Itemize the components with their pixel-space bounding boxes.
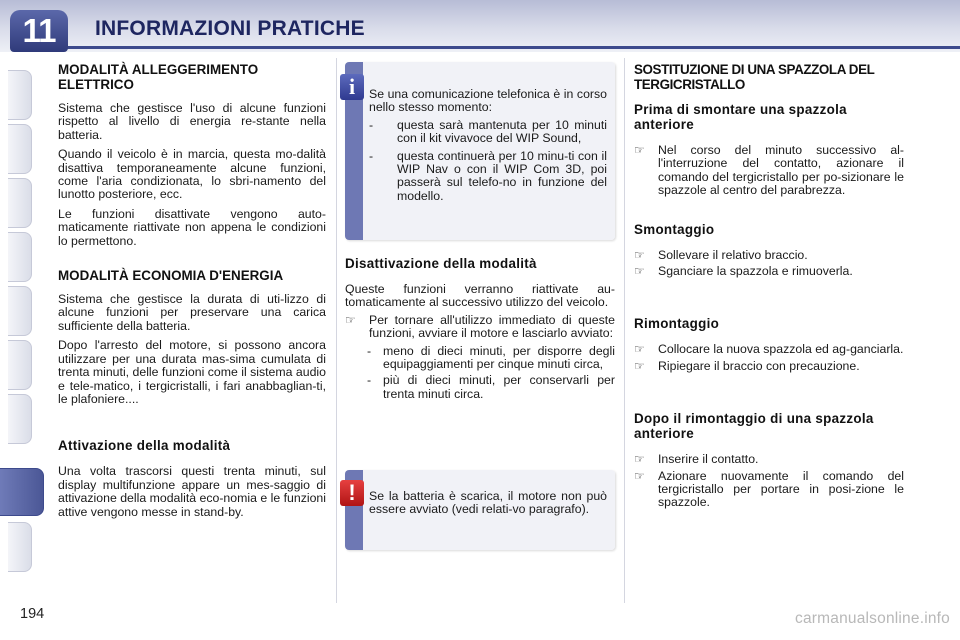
note-dash-text: questa sarà mantenuta per 10 minuti con il kit vivavoce del WIP Sound, [397,117,607,146]
note-dash-item [369,119,607,146]
subsection-title: Smontaggio [634,221,715,237]
paragraph: Dopo l'arresto del motore, si possono ancora utilizzare per una durata mas-sima cumulata di trenta minuti, delle funzioni come il sistema audio e tele-matico, i tergicristalli, i fari anabbaglian-ti, le plafoniere.... [58,338,326,406]
middle-column [345,256,615,401]
paragraph: Una volta trascorsi questi trenta minuti, sul display multifunzione appare un mes-saggio di attivazione della modalità eco-nomia e le funzioni attive vengono messe in stand-by. [58,464,326,519]
dash-item [345,345,615,372]
bullet-text: Ripiegare il braccio con precauzione. [658,358,860,373]
subsection-title: Disattivazione della modalità [345,256,537,271]
dash-item [345,374,615,401]
pointing-hand-icon: ☞ [634,264,645,279]
column-divider [624,58,625,603]
side-tab-4[interactable] [8,232,32,282]
page-number: 194 [20,606,45,622]
bullet-item [345,314,615,341]
pointing-hand-icon: ☞ [345,312,356,327]
pointing-hand-icon: ☞ [634,143,645,157]
warning-note [345,470,615,550]
bullet-text: Per tornare all'utilizzo immediato di queste funzioni, avviare il motore e lasciarlo avviato: [369,312,615,341]
bullet-text: Sganciare la spazzola e rimuoverla. [658,264,853,279]
left-column [58,62,326,519]
watermark: carmanualsonline.info [795,610,950,627]
info-icon: i [340,74,364,100]
bullet-item [634,265,904,278]
note-text: Se una comunicazione telefonica è in corso nello stesso momento: [369,87,607,115]
pointing-hand-icon: ☞ [634,247,645,262]
bullet-text: Azionare nuovamente il comando del tergicristallo per portare in posi-zione le spazzole. [658,468,904,510]
dash-marker: - [369,117,374,132]
bullet-text: Inserire il contatto. [658,452,759,467]
paragraph: Queste funzioni verranno riattivate au-tomaticamente al successivo utilizzo del veicolo. [345,282,615,310]
warning-icon: ! [340,480,364,506]
note-dash-item [369,150,607,204]
pointing-hand-icon: ☞ [634,468,645,483]
right-column [634,62,904,510]
bullet-text: Collocare la nuova spazzola ed ag-ganciarla. [658,342,904,357]
bullet-text: Sollevare il relativo braccio. [658,247,808,262]
bullet-item [634,360,904,373]
bullet-item [634,144,904,198]
paragraph: Le funzioni disattivate vengono auto-maticamente riattivate non appena le condizioni lo permettono. [58,206,326,248]
side-tab-6[interactable] [8,340,32,390]
bullet-text: Nel corso del minuto successivo al-l'interruzione del contatto, azionare il comando del tergicristallo per po-sizionare le spazzole al centro del parabrezza. [658,143,904,198]
side-tab-1[interactable] [8,70,32,120]
subsection-title: Attivazione della modalità [58,438,231,454]
dash-text: più di dieci minuti, per conservarli per trenta minuti circa. [383,373,615,401]
side-tab-9[interactable] [8,522,32,572]
note-dash-text: questa continuerà per 10 minu-ti con il WIP Nav o con il WIP Com 3D, poi passerà sul telefo-no in funzione del modello. [397,148,607,203]
section-title: SOSTITUZIONE DI UNA SPAZZOLA DEL TERGICRISTALLO [634,62,875,92]
header-rule [60,46,960,49]
pointing-hand-icon: ☞ [634,342,645,357]
paragraph: Sistema che gestisce la durata di uti-lizzo di alcune funzioni per preservare una carica sufficiente della batteria. [58,292,326,333]
bullet-item [634,453,904,466]
side-tab-active[interactable] [0,468,44,516]
info-note [345,62,615,240]
side-tab-7[interactable] [8,394,32,444]
side-tab-5[interactable] [8,286,32,336]
bullet-item [634,470,904,510]
dash-marker: - [367,343,372,358]
section-title: MODALITÀ ALLEGGERIMENTO ELETTRICO [58,62,259,92]
dash-marker: - [369,148,374,163]
column-divider [336,58,337,603]
dash-text: meno di dieci minuti, per disporre degli equipaggiamenti per cinque minuti circa, [383,343,615,372]
subsection-title: Dopo il rimontaggio di una spazzola anteriore [634,411,874,442]
bullet-item [634,249,904,262]
subsection-title: Prima di smontare una spazzola anteriore [634,102,847,132]
chapter-number: 11 [22,12,56,49]
bullet-item [634,343,904,356]
page-title: INFORMAZIONI PRATICHE [95,17,365,40]
paragraph: Sistema che gestisce l'uso di alcune funzioni rispetto al livello di energia re-stante nella batteria. [58,101,326,142]
dash-marker: - [367,373,372,388]
subsection-title: Rimontaggio [634,316,720,332]
pointing-hand-icon: ☞ [634,452,645,467]
note-text: Se la batteria è scarica, il motore non può essere avviato (vedi relati-vo paragrafo). [369,489,607,517]
side-tab-2[interactable] [8,124,32,174]
section-title: MODALITÀ ECONOMIA D'ENERGIA [58,268,284,284]
paragraph: Quando il veicolo è in marcia, questa mo-dalità disattiva temporaneamente alcune funzioni, come l'aria condizionata, lo sbri-namento del lunotto posteriore, ecc. [58,147,326,202]
pointing-hand-icon: ☞ [634,358,645,373]
side-tab-3[interactable] [8,178,32,228]
